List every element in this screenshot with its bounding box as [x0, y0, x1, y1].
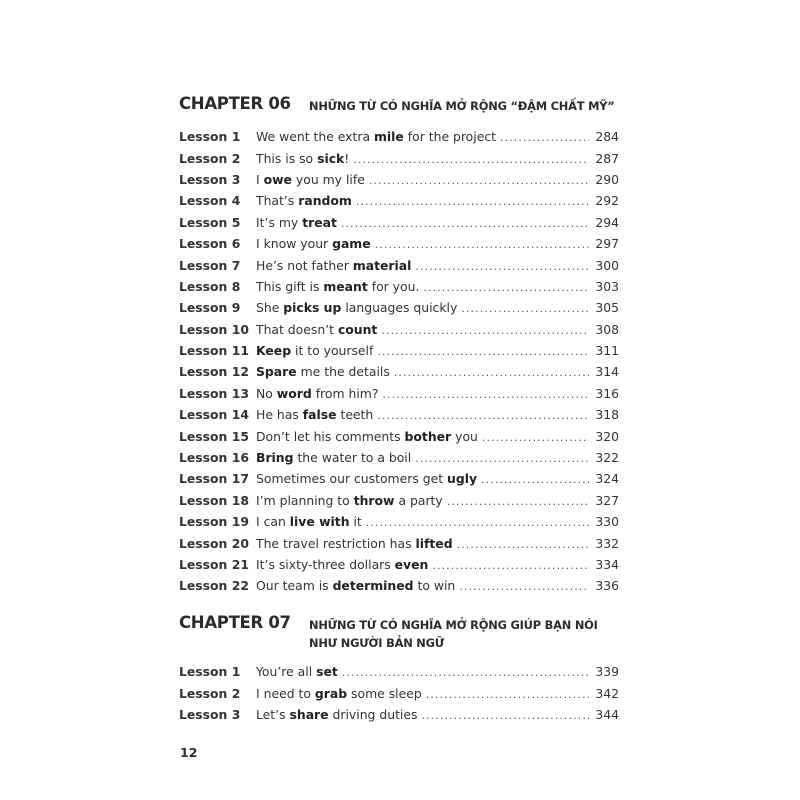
lesson-number: Lesson 22 [179, 578, 249, 594]
lesson-title-text: It’s my [256, 214, 303, 230]
lesson-title-text: for the project [403, 129, 497, 145]
chapter-07-section [179, 613, 619, 725]
lesson-title [256, 578, 459, 593]
dot-leader [423, 282, 589, 293]
toc-entry[interactable] [179, 404, 619, 425]
dot-leader [369, 175, 589, 186]
dot-leader [421, 710, 589, 721]
dot-leader [377, 410, 589, 421]
lesson-title-text: It’s sixty-three dollars [256, 557, 395, 572]
dot-leader [366, 517, 589, 528]
chapter-header [179, 613, 619, 661]
lesson-keyword: meant [323, 278, 368, 294]
lesson-page-number: 324 [595, 471, 619, 487]
lesson-keyword: word [276, 385, 312, 401]
lesson-title-text: The travel restriction has [256, 535, 416, 551]
lesson-number: Lesson 10 [179, 321, 249, 337]
toc-entry[interactable] [179, 276, 619, 297]
toc-entry[interactable] [179, 254, 619, 275]
lesson-number: Lesson 21 [179, 557, 249, 572]
toc-entry[interactable] [179, 361, 619, 382]
lesson-title-text: Don’t let his comments [256, 428, 405, 444]
toc-entry[interactable] [179, 147, 619, 168]
lesson-page-number: 320 [595, 428, 619, 444]
toc-entry[interactable] [179, 554, 619, 575]
lesson-title-text: That’s [256, 193, 299, 209]
lesson-keyword: game [332, 236, 371, 252]
lesson-keyword: grab [314, 685, 348, 701]
lesson-keyword: material [352, 257, 412, 273]
lesson-title [256, 343, 377, 358]
lesson-title-text: ! [344, 150, 350, 166]
lesson-number: Lesson 9 [179, 300, 241, 316]
lesson-title [256, 707, 421, 722]
lesson-title [256, 450, 415, 465]
lesson-title [256, 172, 369, 187]
lesson-number: Lesson 3 [179, 171, 241, 187]
lesson-title-text: it [349, 514, 362, 530]
lesson-title [256, 407, 377, 422]
lesson-keyword: set [316, 664, 338, 680]
lesson-number: Lesson 12 [179, 364, 249, 380]
dot-leader [447, 496, 589, 507]
lesson-page-number: 300 [595, 257, 619, 273]
dot-leader [415, 261, 589, 272]
lesson-title [256, 493, 447, 508]
toc-entry[interactable] [179, 468, 619, 489]
toc-entry[interactable] [179, 661, 619, 682]
lesson-page-number: 308 [595, 321, 619, 337]
lesson-page-number: 322 [595, 450, 619, 466]
page-number: 12 [180, 745, 198, 760]
lesson-title-text: for you. [367, 278, 420, 294]
lesson-title-text: I know your [256, 236, 333, 252]
lesson-title [256, 429, 482, 444]
lesson-number: Lesson 1 [179, 129, 241, 145]
lesson-title [256, 471, 481, 486]
toc-entry[interactable] [179, 490, 619, 511]
dot-leader [500, 132, 589, 143]
toc-entry[interactable] [179, 575, 619, 596]
lesson-page-number: 330 [595, 514, 619, 530]
lesson-title-text: Our team is [256, 578, 333, 594]
lesson-number: Lesson 11 [179, 343, 249, 359]
toc-entry[interactable] [179, 704, 619, 725]
lesson-number: Lesson 18 [179, 492, 249, 508]
lesson-page-number: 297 [595, 236, 619, 252]
dot-leader [353, 154, 589, 165]
lesson-page-number: 318 [595, 407, 619, 423]
lesson-number: Lesson 15 [179, 428, 249, 444]
lesson-page-number: 305 [595, 300, 619, 316]
lesson-number: Lesson 6 [179, 236, 241, 252]
lesson-page-number: 344 [595, 706, 619, 722]
lesson-keyword: sick [317, 150, 345, 166]
lesson-title-text: driving duties [328, 706, 418, 722]
lesson-title [256, 129, 500, 144]
lesson-title-text: No [256, 385, 277, 401]
lesson-page-number: 287 [595, 150, 619, 166]
lesson-title-text: it to yourself [291, 343, 374, 359]
dot-leader [342, 667, 589, 678]
toc-entry[interactable] [179, 447, 619, 468]
lesson-number: Lesson 20 [179, 535, 249, 551]
lesson-page-number: 311 [595, 343, 619, 359]
lesson-number: Lesson 16 [179, 450, 249, 466]
lesson-title [256, 686, 426, 701]
lesson-title [256, 386, 382, 401]
dot-leader [356, 196, 589, 207]
lesson-page-number: 284 [595, 129, 619, 145]
lesson-title-text: This gift is [256, 278, 324, 294]
lesson-title-text: You’re all [256, 664, 317, 680]
dot-leader [381, 325, 589, 336]
lesson-keyword: determined [332, 578, 414, 594]
lesson-number: Lesson 4 [179, 193, 241, 209]
lesson-title [256, 322, 381, 337]
lesson-page-number: 327 [595, 492, 619, 508]
toc-entry[interactable] [179, 532, 619, 553]
lesson-keyword: throw [353, 492, 395, 508]
dot-leader [482, 432, 589, 443]
lesson-title [256, 193, 356, 208]
lesson-title [256, 236, 375, 251]
chapter-label: CHAPTER 07 [179, 613, 291, 632]
dot-leader [377, 346, 589, 357]
toc-entry[interactable] [179, 169, 619, 190]
lesson-page-number: 334 [595, 557, 619, 572]
dot-leader [457, 539, 589, 550]
lesson-title [256, 151, 353, 166]
lesson-title-text: That doesn’t [256, 321, 338, 337]
dot-leader [341, 218, 589, 229]
lesson-page-number: 342 [595, 685, 619, 701]
toc-entry[interactable] [179, 212, 619, 233]
lesson-title-text: We went the extra [256, 129, 374, 145]
dot-leader [481, 474, 589, 485]
lesson-page-number: 339 [595, 664, 619, 680]
lesson-title-text: languages quickly [341, 300, 458, 316]
lesson-title-text: He has [256, 407, 303, 423]
toc-entry[interactable] [179, 425, 619, 446]
lesson-number: Lesson 17 [179, 471, 249, 487]
lesson-number: Lesson 19 [179, 514, 249, 530]
lesson-keyword: Keep [256, 343, 292, 359]
dot-leader [459, 581, 589, 592]
toc-entry[interactable] [179, 190, 619, 211]
lesson-number: Lesson 2 [179, 150, 241, 166]
dot-leader [461, 303, 589, 314]
lesson-page-number: 336 [595, 578, 619, 594]
lesson-keyword: bother [404, 428, 452, 444]
lesson-title [256, 557, 432, 572]
lesson-number: Lesson 3 [179, 706, 241, 722]
lesson-keyword: live with [289, 514, 350, 530]
lesson-page-number: 316 [595, 385, 619, 401]
lesson-title-text: Sometimes our customers get [256, 471, 448, 487]
lesson-list [179, 126, 619, 597]
lesson-title [256, 514, 366, 529]
dot-leader [375, 239, 589, 250]
lesson-title-text: I can [256, 514, 290, 530]
lesson-title-text: you [451, 428, 478, 444]
lesson-number: Lesson 1 [179, 664, 241, 680]
dot-leader [394, 367, 589, 378]
lesson-number: Lesson 14 [179, 407, 249, 423]
lesson-title-text: some sleep [347, 685, 422, 701]
chapter-header [179, 94, 619, 124]
lesson-keyword: owe [263, 171, 292, 187]
lesson-title [256, 364, 394, 379]
lesson-keyword: treat [302, 214, 337, 230]
chapter-label: CHAPTER 06 [179, 94, 291, 113]
chapter-title: NHỮNG TỪ CÓ NGHĨA MỞ RỘNG “ĐẬM CHẤT MỸ” [309, 99, 615, 113]
dot-leader [432, 560, 589, 571]
lesson-title-text: I’m planning to [256, 492, 354, 508]
toc-entry[interactable] [179, 297, 619, 318]
lesson-keyword: picks up [283, 300, 342, 316]
lesson-title-text: from him? [311, 385, 379, 401]
lesson-page-number: 294 [595, 214, 619, 230]
lesson-title-text: to win [413, 578, 456, 594]
lesson-title-text: a party [394, 492, 443, 508]
lesson-page-number: 292 [595, 193, 619, 209]
lesson-page-number: 290 [595, 171, 619, 187]
lesson-keyword: mile [374, 129, 404, 145]
lesson-page-number: 303 [595, 278, 619, 294]
dot-leader [382, 389, 589, 400]
lesson-title [256, 536, 457, 551]
lesson-title-text: the water to a boil [293, 450, 412, 466]
lesson-page-number: 314 [595, 364, 619, 380]
lesson-title-text: Let’s [256, 706, 290, 722]
lesson-keyword: share [289, 706, 329, 722]
chapter-title: NHỮNG TỪ CÓ NGHĨA MỞ RỘNG GIÚP BẠN NÓI NHƯ NGƯỜI BẢN NGỮ [309, 618, 598, 650]
toc-entry[interactable] [179, 340, 619, 361]
lesson-keyword: lifted [415, 535, 453, 551]
lesson-title-text: teeth [336, 407, 374, 423]
lesson-keyword: Bring [256, 450, 294, 466]
lesson-number: Lesson 8 [179, 278, 241, 294]
lesson-title-text: This is so [256, 150, 318, 166]
toc-entry[interactable] [179, 233, 619, 254]
toc-entry[interactable] [179, 682, 619, 703]
dot-leader [426, 689, 589, 700]
toc-entry[interactable] [179, 319, 619, 340]
lesson-title-text: I need to [256, 685, 315, 701]
lesson-number: Lesson 2 [179, 685, 241, 701]
lesson-keyword: random [298, 193, 352, 209]
chapter-06-section [179, 94, 619, 597]
toc-entry[interactable] [179, 511, 619, 532]
lesson-keyword: even [394, 557, 429, 572]
lesson-title [256, 279, 423, 294]
lesson-keyword: false [302, 407, 337, 423]
toc-entry[interactable] [179, 126, 619, 147]
lesson-number: Lesson 7 [179, 257, 241, 273]
lesson-list [179, 661, 619, 725]
lesson-number: Lesson 13 [179, 385, 249, 401]
dot-leader [415, 453, 589, 464]
lesson-keyword: Spare [256, 364, 297, 380]
lesson-title [256, 300, 461, 315]
lesson-title-text: She [256, 300, 284, 316]
lesson-title [256, 664, 342, 679]
lesson-title-text: I [256, 171, 264, 187]
lesson-keyword: count [337, 321, 378, 337]
lesson-title [256, 258, 415, 273]
lesson-title-text: me the details [296, 364, 390, 380]
lesson-title-text: you my life [291, 171, 365, 187]
lesson-page-number: 332 [595, 535, 619, 551]
lesson-number: Lesson 5 [179, 214, 241, 230]
lesson-title [256, 215, 341, 230]
lesson-title-text: He’s not father [256, 257, 353, 273]
lesson-keyword: ugly [447, 471, 478, 487]
toc-entry[interactable] [179, 383, 619, 404]
